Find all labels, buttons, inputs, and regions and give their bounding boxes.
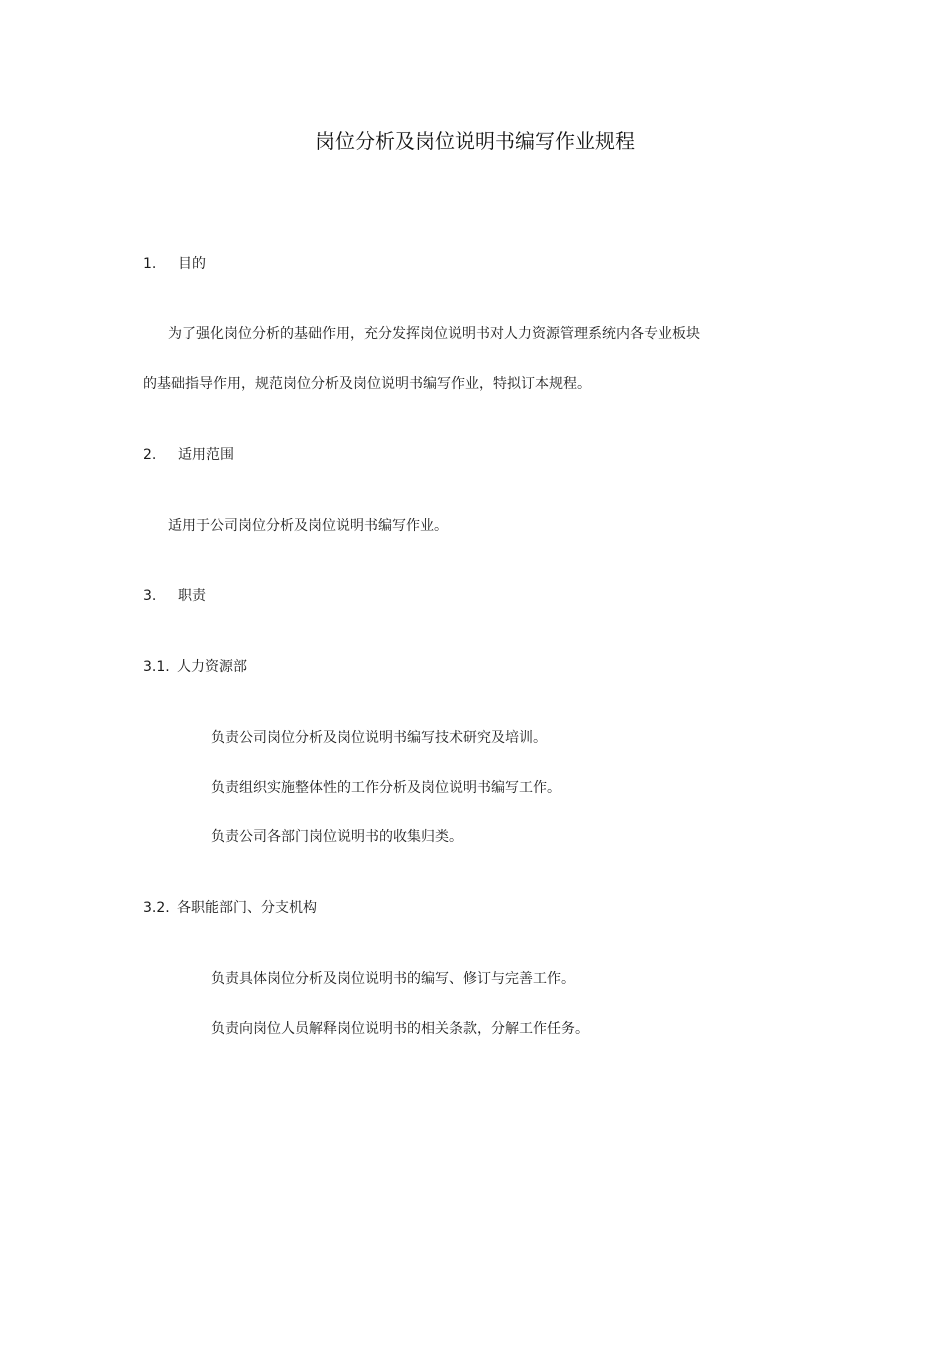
paragraph-line: 为了强化岗位分析的基础作用，充分发挥岗位说明书对人力资源管理系统内各专业板块 <box>168 326 700 342</box>
subsection-title: 人力资源部 <box>177 659 247 675</box>
section-heading-scope <box>143 445 234 465</box>
subsection-number: 3.1. <box>143 659 170 675</box>
subsection-title: 各职能部门、分支机构 <box>177 900 317 916</box>
list-item: 负责公司各部门岗位说明书的收集归类。 <box>211 829 463 845</box>
section-title: 适用范围 <box>178 447 234 463</box>
section-heading-responsibilities <box>143 586 206 606</box>
list-item: 负责公司岗位分析及岗位说明书编写技术研究及培训。 <box>211 730 547 746</box>
section-number: 1. <box>143 256 157 272</box>
document-title: 岗位分析及岗位说明书编写作业规程 <box>315 129 635 153</box>
paragraph-line: 适用于公司岗位分析及岗位说明书编写作业。 <box>168 518 448 534</box>
section-number: 3. <box>143 588 157 604</box>
subsection-heading-departments <box>143 898 317 918</box>
paragraph-line: 的基础指导作用，规范岗位分析及岗位说明书编写作业，特拟订本规程。 <box>143 376 591 392</box>
section-title: 目的 <box>178 256 206 272</box>
section-heading-purpose <box>143 254 206 274</box>
list-item: 负责向岗位人员解释岗位说明书的相关条款，分解工作任务。 <box>211 1021 589 1037</box>
subsection-heading-hr <box>143 657 247 677</box>
subsection-number: 3.2. <box>143 900 170 916</box>
section-number: 2. <box>143 447 157 463</box>
section-title: 职责 <box>178 588 206 604</box>
list-item: 负责具体岗位分析及岗位说明书的编写、修订与完善工作。 <box>211 971 575 987</box>
list-item: 负责组织实施整体性的工作分析及岗位说明书编写工作。 <box>211 780 561 796</box>
